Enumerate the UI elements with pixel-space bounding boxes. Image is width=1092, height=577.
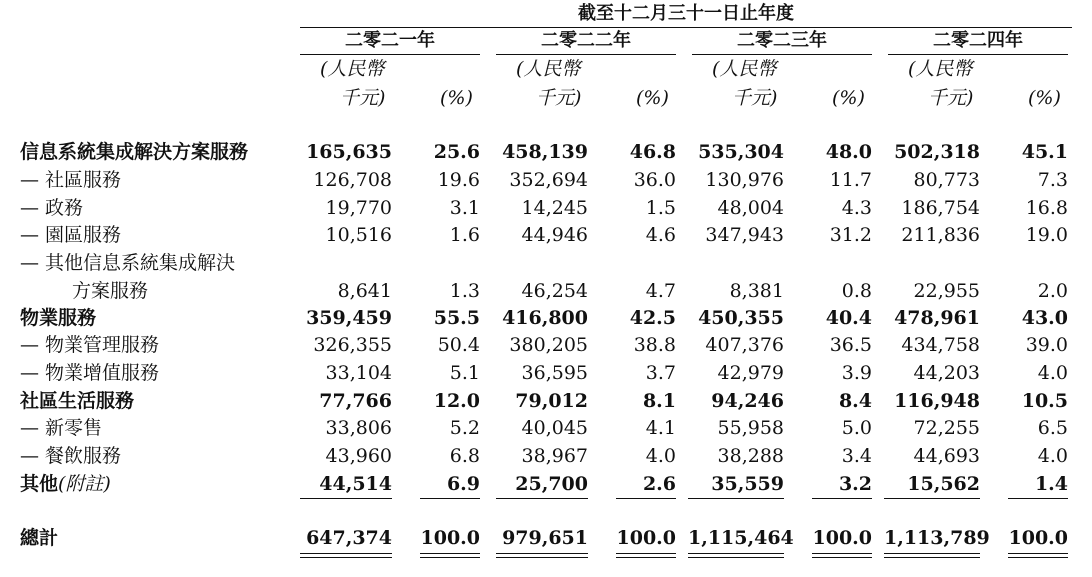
cell: 42,979	[717, 362, 784, 384]
year-2024: 二零二四年	[933, 30, 1023, 51]
cell: 55,958	[717, 417, 784, 439]
table-row	[0, 470, 1092, 498]
cell: 16.8	[1025, 197, 1068, 219]
table-row	[0, 359, 1092, 387]
subtotal-rule	[812, 498, 872, 499]
total-cell: 100.0	[420, 527, 480, 549]
pct-label: (%)	[1028, 87, 1061, 109]
cell: 347,943	[705, 224, 784, 246]
subtotal-rule	[1008, 498, 1068, 499]
total-double-rule	[496, 553, 588, 558]
cell: 116,948	[894, 390, 980, 412]
cell: 186,754	[901, 197, 980, 219]
total-cell: 100.0	[1008, 527, 1068, 549]
cell: 36,595	[521, 362, 588, 384]
total-double-rule	[300, 553, 392, 558]
table-row-label-line	[0, 249, 1092, 277]
header-rule	[300, 27, 1072, 28]
total-cell: 1,113,789	[884, 527, 990, 549]
cell: 15,562	[907, 473, 980, 495]
cell: 48,004	[717, 197, 784, 219]
cell: 39.0	[1025, 334, 1068, 356]
cell: 10,516	[325, 224, 392, 246]
cell: 326,355	[313, 334, 392, 356]
row-label: — 其他信息系統集成解決	[20, 252, 236, 274]
cell: 77,766	[319, 390, 392, 412]
cell: 36.0	[633, 169, 676, 191]
cell: 3.4	[841, 445, 872, 467]
cell: 8.4	[838, 390, 872, 412]
table-row	[0, 442, 1092, 470]
cell: 4.0	[645, 445, 676, 467]
unit-label: (人民幣	[320, 58, 385, 80]
cell: 4.0	[1037, 445, 1068, 467]
total-cell: 647,374	[306, 527, 392, 549]
total-double-rule	[688, 553, 784, 558]
cell: 1.5	[645, 197, 676, 219]
table-row	[0, 166, 1092, 194]
cell: 25.6	[433, 141, 480, 163]
cell: 44,514	[319, 473, 392, 495]
cell: 4.3	[841, 197, 872, 219]
table-row	[0, 387, 1092, 415]
cell: 48.0	[825, 141, 872, 163]
unit-label: 千元)	[732, 87, 778, 109]
cell: 478,961	[894, 307, 980, 329]
row-label-continued: 方案服務	[72, 280, 149, 302]
cell: 6.5	[1037, 417, 1068, 439]
row-label	[20, 470, 111, 498]
cell: 3.1	[449, 197, 480, 219]
cell: 1.3	[449, 280, 480, 302]
cell: 19.0	[1025, 224, 1068, 246]
row-label: — 新零售	[20, 417, 103, 439]
subtotal-rule	[616, 498, 676, 499]
cell: 79,012	[515, 390, 588, 412]
row-label: — 餐飲服務	[20, 445, 122, 467]
cell: 1.4	[1034, 473, 1068, 495]
subtotal-rule	[688, 498, 784, 499]
cell: 94,246	[711, 390, 784, 412]
pct-label: (%)	[636, 87, 669, 109]
cell: 12.0	[433, 390, 480, 412]
cell: 165,635	[306, 141, 392, 163]
unit-label: (人民幣	[908, 58, 973, 80]
row-label-text: 其他	[20, 473, 59, 495]
row-label: — 政務	[20, 197, 84, 219]
cell: 458,139	[502, 141, 588, 163]
pct-label: (%)	[832, 87, 865, 109]
table-row	[0, 194, 1092, 222]
total-row	[0, 524, 1092, 552]
cell: 40.4	[825, 307, 872, 329]
cell: 38,967	[521, 445, 588, 467]
cell: 4.6	[645, 224, 676, 246]
cell: 6.9	[446, 473, 480, 495]
row-label: 物業服務	[20, 307, 97, 329]
total-cell: 979,651	[502, 527, 588, 549]
cell: 3.9	[841, 362, 872, 384]
cell: 8,641	[337, 280, 392, 302]
cell: 7.3	[1037, 169, 1068, 191]
row-label: — 園區服務	[20, 224, 122, 246]
table-row	[0, 414, 1092, 442]
table-row	[0, 277, 1092, 305]
pct-label: (%)	[440, 87, 473, 109]
cell: 22,955	[913, 280, 980, 302]
cell: 50.4	[437, 334, 480, 356]
cell: 19.6	[437, 169, 480, 191]
cell: 8.1	[642, 390, 676, 412]
cell: 4.0	[1037, 362, 1068, 384]
cell: 130,976	[705, 169, 784, 191]
cell: 55.5	[433, 307, 480, 329]
cell: 11.7	[829, 169, 872, 191]
cell: 2.6	[642, 473, 676, 495]
cell: 43.0	[1021, 307, 1068, 329]
cell: 2.0	[1037, 280, 1068, 302]
cell: 33,104	[325, 362, 392, 384]
table-row	[0, 304, 1092, 332]
cell: 6.8	[449, 445, 480, 467]
total-cell: 100.0	[812, 527, 872, 549]
cell: 40,045	[521, 417, 588, 439]
total-cell: 100.0	[616, 527, 676, 549]
subtotal-rule	[884, 498, 980, 499]
unit-label: (人民幣	[712, 58, 777, 80]
cell: 35,559	[711, 473, 784, 495]
cell: 38.8	[633, 334, 676, 356]
cell: 352,694	[509, 169, 588, 191]
cell: 31.2	[829, 224, 872, 246]
cell: 46,254	[521, 280, 588, 302]
cell: 25,700	[515, 473, 588, 495]
cell: 43,960	[325, 445, 392, 467]
subtotal-rule	[496, 498, 588, 499]
cell: 5.0	[841, 417, 872, 439]
year-2022: 二零二二年	[541, 30, 631, 51]
cell: 535,304	[698, 141, 784, 163]
cell: 5.1	[449, 362, 480, 384]
unit-label: 千元)	[340, 87, 386, 109]
row-label: 信息系統集成解決方案服務	[20, 141, 249, 163]
cell: 502,318	[894, 141, 980, 163]
cell: 1.6	[449, 224, 480, 246]
cell: 45.1	[1021, 141, 1068, 163]
cell: 5.2	[449, 417, 480, 439]
row-label: 社區生活服務	[20, 390, 135, 412]
unit-label: 千元)	[536, 87, 582, 109]
total-double-rule	[420, 553, 480, 558]
total-label: 總計	[20, 527, 59, 549]
subtotal-rule	[420, 498, 480, 499]
table-row	[0, 221, 1092, 249]
table-row	[0, 138, 1092, 166]
subtotal-rule	[300, 498, 392, 499]
cell: 42.5	[629, 307, 676, 329]
cell: 33,806	[325, 417, 392, 439]
cell: 211,836	[901, 224, 980, 246]
cell: 8,381	[729, 280, 784, 302]
table-row	[0, 331, 1092, 359]
period-title: 截至十二月三十一日止年度	[578, 3, 794, 24]
cell: 4.7	[645, 280, 676, 302]
cell: 416,800	[502, 307, 588, 329]
cell: 14,245	[521, 197, 588, 219]
cell: 36.5	[829, 334, 872, 356]
cell: 407,376	[705, 334, 784, 356]
unit-label: (人民幣	[516, 58, 581, 80]
total-double-rule	[812, 553, 872, 558]
cell: 44,693	[913, 445, 980, 467]
total-double-rule	[616, 553, 676, 558]
row-label: — 物業管理服務	[20, 334, 160, 356]
cell: 80,773	[913, 169, 980, 191]
cell: 434,758	[901, 334, 980, 356]
cell: 126,708	[313, 169, 392, 191]
cell: 3.7	[645, 362, 676, 384]
total-cell: 1,115,464	[688, 527, 794, 549]
cell: 10.5	[1021, 390, 1068, 412]
note-reference: (附註)	[58, 473, 111, 495]
total-double-rule	[1008, 553, 1068, 558]
cell: 44,946	[521, 224, 588, 246]
cell: 44,203	[913, 362, 980, 384]
cell: 72,255	[913, 417, 980, 439]
cell: 380,205	[509, 334, 588, 356]
cell: 3.2	[838, 473, 872, 495]
row-label: — 社區服務	[20, 169, 122, 191]
cell: 0.8	[841, 280, 872, 302]
cell: 46.8	[629, 141, 676, 163]
cell: 19,770	[325, 197, 392, 219]
cell: 359,459	[306, 307, 392, 329]
row-label: — 物業增值服務	[20, 362, 160, 384]
year-2023: 二零二三年	[737, 30, 827, 51]
year-2021: 二零二一年	[345, 30, 435, 51]
cell: 450,355	[698, 307, 784, 329]
cell: 4.1	[645, 417, 676, 439]
unit-label: 千元)	[928, 87, 974, 109]
cell: 38,288	[717, 445, 784, 467]
total-double-rule	[884, 553, 980, 558]
